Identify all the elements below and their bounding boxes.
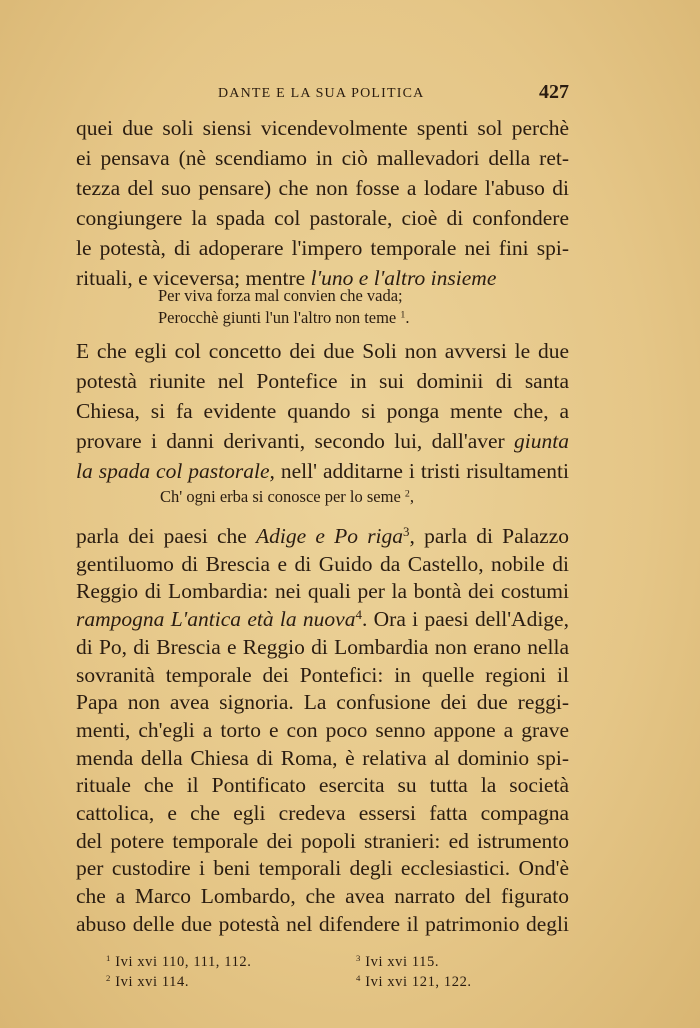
running-title: DANTE E LA SUA POLITICA [218,86,425,101]
text-line: rituali, e viceversa; mentre l'uno e l'altro insieme [76,266,497,290]
page-header [76,81,569,106]
text-line: ei pensava (nè scendiamo in ciò mallevadori della ret- [76,146,569,170]
verse-line: Ch' ogni erba si conosce per lo seme $^2$, [160,487,414,506]
text-line: tezza del suo pensare) che non fosse a lodare l'abuso di [76,176,569,200]
text-line: gentiluomo di Brescia e di Guido da Castello, nobile di [76,551,569,576]
text-line: le potestà, di adoperare l'impero temporale nei fini spi- [76,236,569,260]
text-line: abuso delle due potestà nel difendere il patrimonio degli [76,911,569,936]
text-line: la spada col pastorale, nell' additarne i tristi risultamenti [76,459,569,483]
verse-line: Perocchè giunti l'un l'altro non teme $^1$. [158,308,410,327]
text-line: di Po, di Brescia e Reggio di Lombardia non erano nella [76,634,569,659]
text-line: Reggio di Lombardia: nei quali per la bontà dei costumi [76,579,569,604]
text-line: che a Marco Lombardo, che avea narrato del figurato [76,884,569,909]
text-line: E che egli col concetto dei due Soli non avversi le due [76,339,569,363]
text-line: Papa non avea signoria. La confusione dei due reggi- [76,690,569,715]
text-line: Chiesa, si fa evidente quando si ponga mente che, a [76,399,569,423]
italic-phrase: rampogna L'antica età la nuova [76,607,356,632]
text-line: parla dei paesi che Adige e Po riga$^3$, parla di Palazzo [76,524,570,548]
footnote: $^4$ Ivi xvi 121, 122. [356,973,472,990]
italic-phrase: la spada col pastorale, [76,459,275,483]
text-line: menda della Chiesa di Roma, è relativa al dominio spi- [76,745,569,770]
footnote: $^1$ Ivi xvi 110, 111, 112. [106,953,252,970]
text-line: quei due soli siensi vicendevolmente spenti sol perchè [76,116,569,140]
text-line: provare i danni derivanti, secondo lui, dall'aver giunta [76,429,569,453]
text-line: sovranità temporale dei Pontefici: in quelle regioni il [76,662,569,687]
italic-phrase: Adige e Po riga [256,524,404,548]
page-number: 427 [539,81,569,103]
footnote-ref: 4 [355,608,362,622]
footnote-ref: 2 [404,488,410,500]
text-line: rampogna L'antica età la nuova$^4$. Ora i paesi dell'Adige, [76,607,569,632]
footnote-ref: 3 [403,524,410,539]
text-line: menti, ch'egli a torto e con poco senno appone a grave [76,717,569,742]
footnote: $^2$ Ivi xvi 114. [106,973,190,990]
italic-phrase: l'uno e l'altro insieme [310,266,497,290]
footnote-mark: 1 [106,953,111,964]
text-line: potestà riunite nel Pontefice in sui dominii di santa [76,369,569,393]
text-line: rituale che il Pontificato esercita su tutta la società [76,773,569,798]
text-line: cattolica, e che egli credeva essersi fatta compagna [76,801,569,825]
footnote-ref: 1 [400,309,406,321]
italic-phrase: giunta [514,429,569,453]
footnote: $^3$ Ivi xvi 115. [356,953,440,970]
verse-line: Per viva forza mal convien che vada; [158,286,403,305]
text-line: per custodire i beni temporali degli ecclesiastici. Ond'è [76,856,569,881]
text-line: del potere temporale dei popoli stranieri: ed istrumento [76,828,569,853]
footnote-mark: 3 [356,953,361,964]
text-line: congiungere la spada col pastorale, cioè di confondere [76,206,569,230]
footnote-mark: 4 [356,973,361,984]
footnote-mark: 2 [106,973,111,984]
